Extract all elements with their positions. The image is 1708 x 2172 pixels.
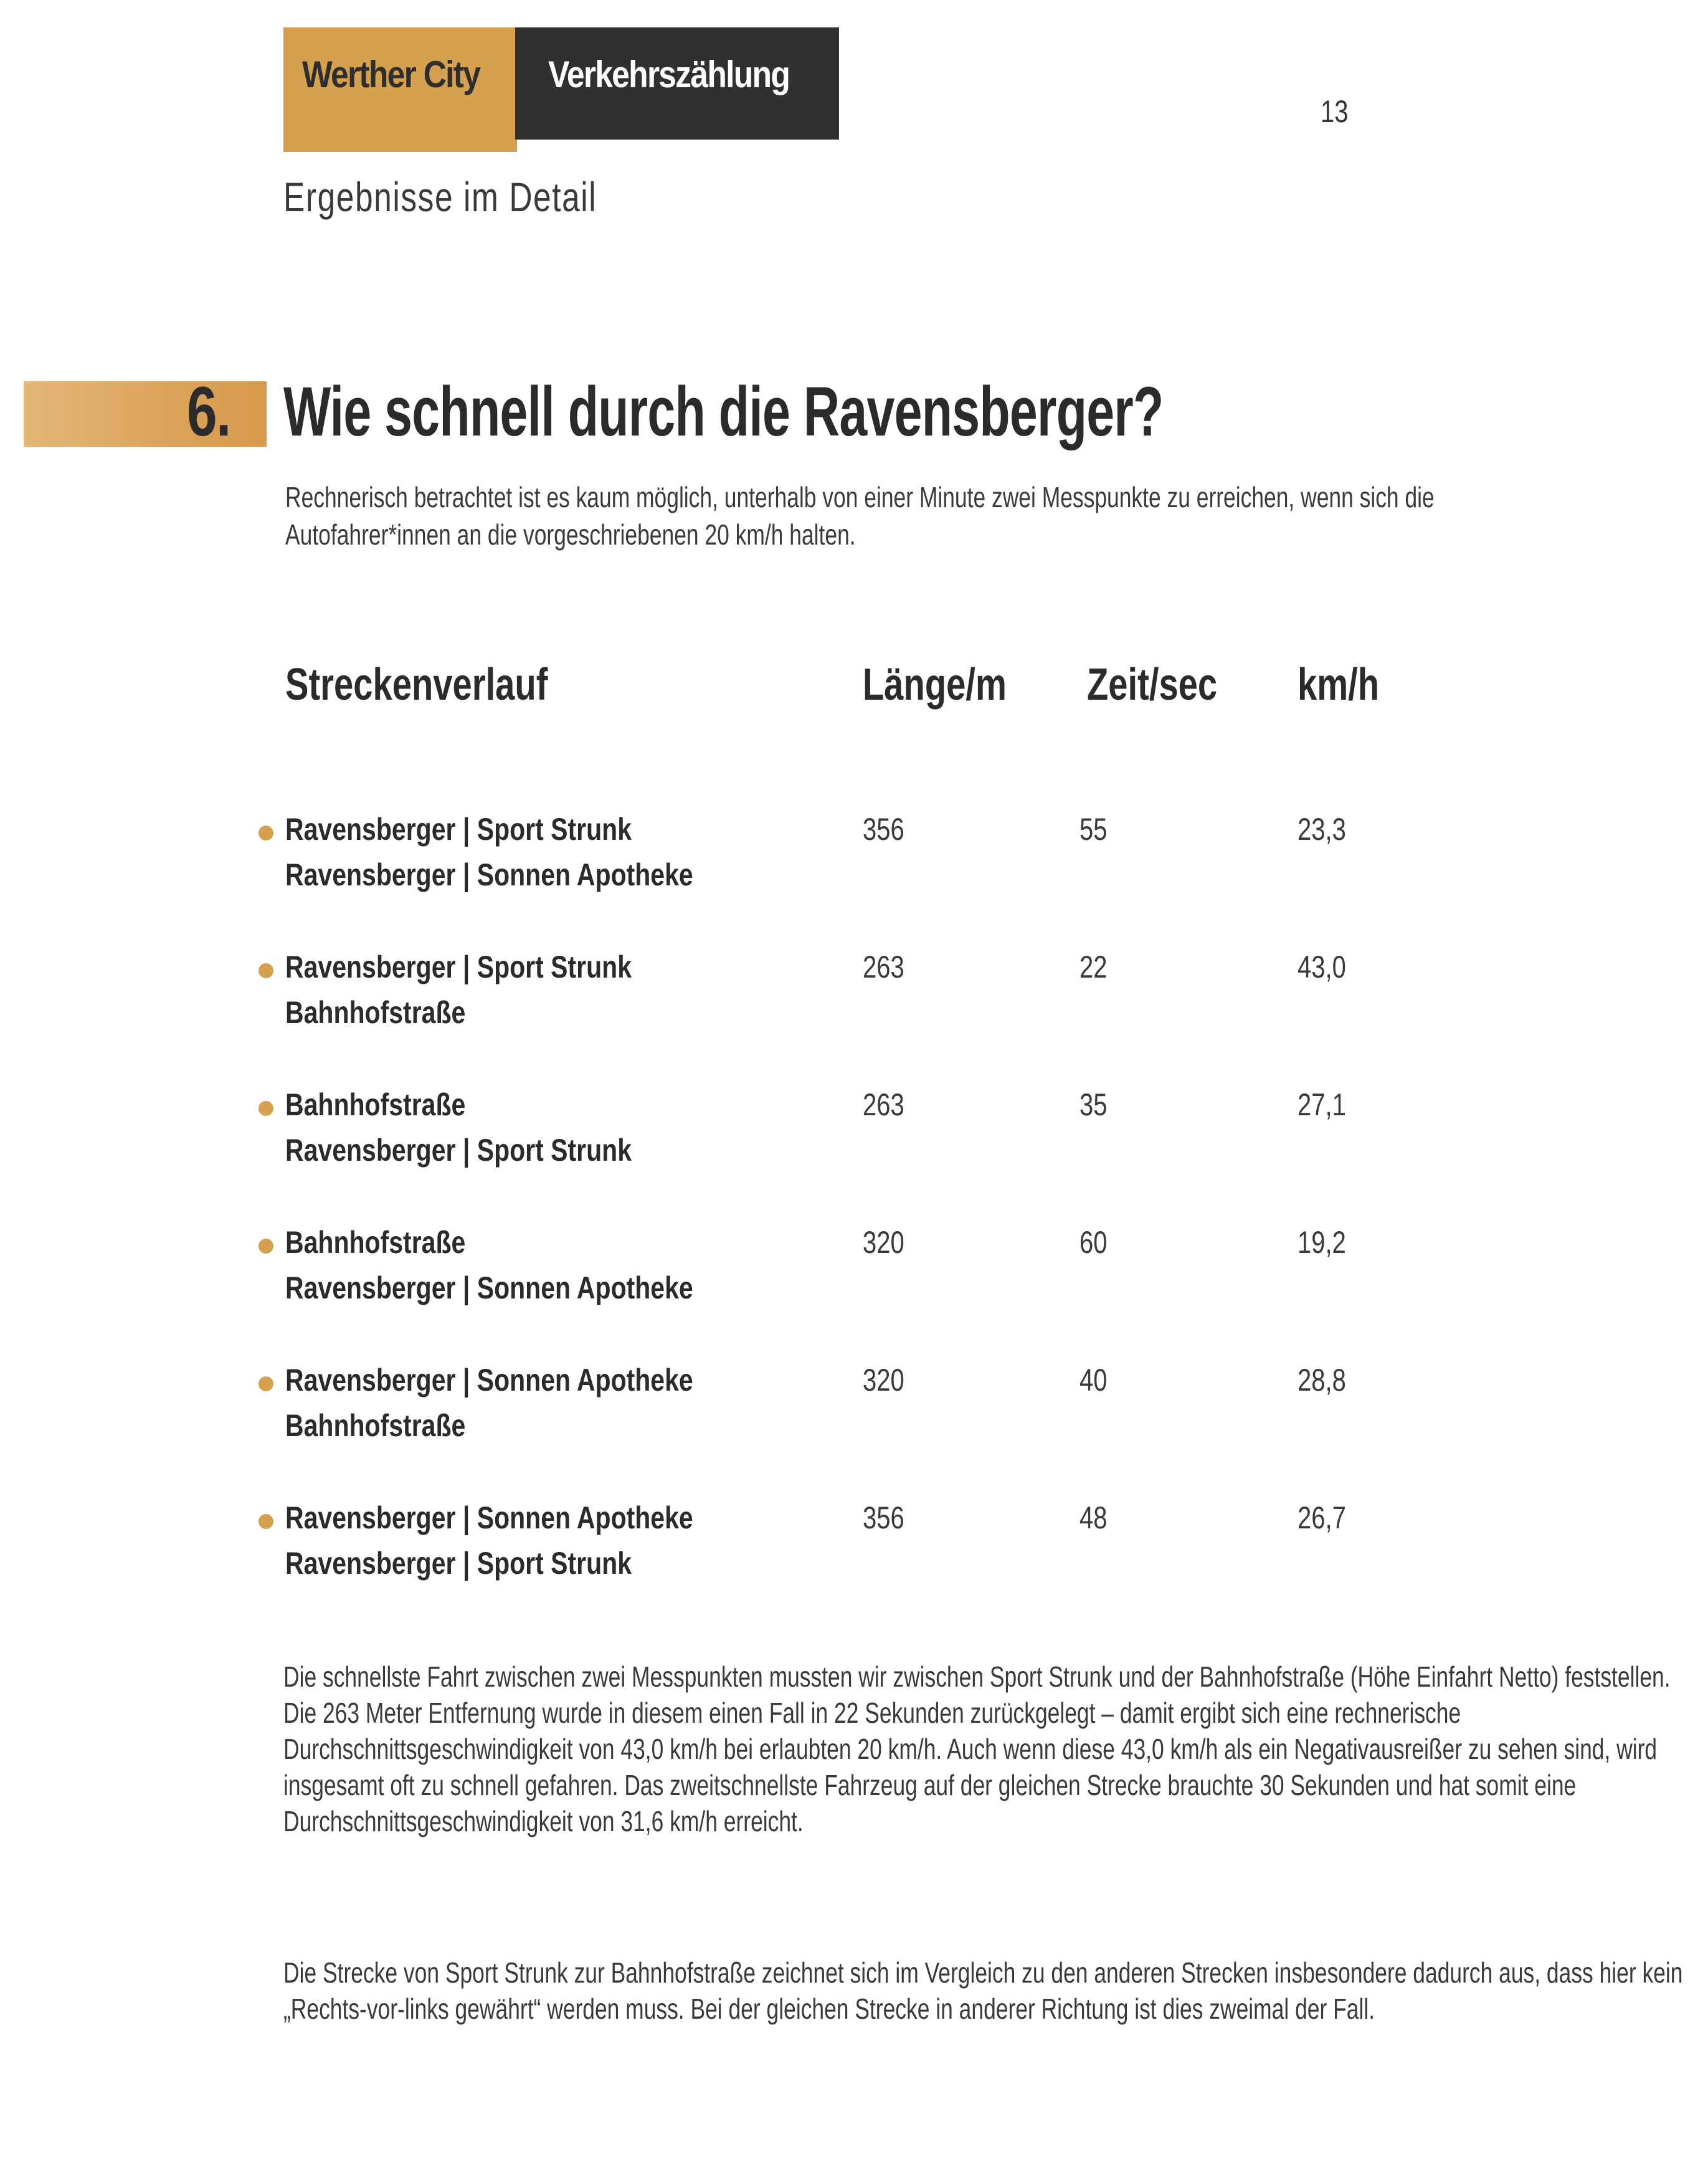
route-to: Ravensberger | Sport Strunk: [285, 1546, 632, 1581]
speed-cell: 26,7: [1298, 1500, 1346, 1535]
route-cell: [285, 945, 632, 1036]
route-to: Ravensberger | Sonnen Apotheke: [285, 1270, 693, 1305]
length-cell: 263: [863, 950, 904, 984]
time-cell: 40: [1079, 1363, 1108, 1398]
length-cell: 263: [863, 1087, 904, 1122]
speed-cell: 43,0: [1298, 950, 1346, 984]
route-from: Ravensberger | Sport Strunk: [285, 812, 632, 847]
speed-cell: 19,2: [1298, 1225, 1346, 1260]
route-cell: [285, 1358, 693, 1449]
length-cell: 320: [863, 1225, 904, 1260]
body-paragraph: Die schnellste Fahrt zwischen zwei Messpunkten mussten wir zwischen Sport Strunk und der Bahnhofstraße (Höhe Einfahrt Netto) feststellen. Die 263 Meter Entfernung wurde in diesem einen Fall in 22 Sekunden zurückgelegt – damit ergibt sich eine rechnerische Durchschnittsgeschwindigkeit von 43,0 km/h bei erlaubten 20 km/h. Auch wenn diese 43,0 km/h als ein Negativausreißer zu sehen sind, wird insgesamt oft zu schnell gefahren. Das zweitschnellste Fahrzeug auf der gleichen Strecke brauchte 30 Sekunden und hat somit eine Durchschnittsgeschwindigkeit von 31,6 km/h erreicht.: [283, 1660, 1671, 1837]
speed-cell: 28,8: [1298, 1363, 1346, 1398]
route-to: Bahnhofstraße: [285, 1408, 466, 1443]
bullet-icon: [259, 963, 273, 978]
route-from: Bahnhofstraße: [285, 1225, 466, 1260]
route-to: Bahnhofstraße: [285, 995, 466, 1030]
time-cell: 22: [1079, 950, 1108, 984]
body-paragraph: Die Strecke von Sport Strunk zur Bahnhofstraße zeichnet sich im Vergleich zu den anderen Strecken insbesondere dadurch aus, dass hier kein „Rechts-vor-links gewährt“ werden muss. Bei der gleichen Strecke in anderer Richtung ist dies zweimal der Fall.: [283, 1956, 1683, 2025]
bullet-icon: [259, 826, 273, 841]
route-from: Bahnhofstraße: [285, 1087, 466, 1122]
route-cell: [285, 807, 693, 898]
length-cell: 356: [863, 1500, 904, 1535]
speed-cell: 27,1: [1298, 1087, 1346, 1122]
route-to: Ravensberger | Sonnen Apotheke: [285, 857, 693, 892]
table-row: [0, 945, 1535, 1044]
table-header-length: Länge/m: [863, 660, 1007, 710]
table-row: [0, 1495, 1535, 1595]
bullet-icon: [259, 1376, 273, 1391]
route-from: Ravensberger | Sonnen Apotheke: [285, 1500, 693, 1535]
length-cell: 356: [863, 812, 904, 847]
route-from: Ravensberger | Sport Strunk: [285, 950, 632, 984]
bullet-icon: [259, 1239, 273, 1254]
time-cell: 48: [1079, 1500, 1108, 1535]
header-tag-right: Verkehrszählung: [548, 54, 790, 95]
table-row: [0, 807, 1535, 907]
section-title: Wie schnell durch die Ravensberger?: [283, 373, 1164, 450]
bullet-icon: [259, 1514, 273, 1529]
table-row: [0, 1082, 1535, 1182]
page-subtitle: Ergebnisse im Detail: [283, 174, 597, 220]
time-cell: 55: [1079, 812, 1108, 847]
route-from: Ravensberger | Sonnen Apotheke: [285, 1363, 693, 1398]
table-row: [0, 1220, 1535, 1320]
table-header-speed: km/h: [1298, 660, 1380, 710]
section-number: 6.: [187, 373, 230, 450]
page-number: 13: [1321, 94, 1349, 129]
table-header-route: Streckenverlauf: [285, 660, 548, 710]
length-cell: 320: [863, 1363, 904, 1398]
route-to: Ravensberger | Sport Strunk: [285, 1133, 632, 1168]
header-tag-left: Werther City: [302, 54, 480, 95]
table-row: [0, 1358, 1535, 1457]
table-header-time: Zeit/sec: [1087, 660, 1218, 710]
section-intro: Rechnerisch betrachtet ist es kaum möglich, unterhalb von einer Minute zwei Messpunkte zu erreichen, wenn sich die Autofahrer*innen an die vorgeschriebenen 20 km/h halten.: [285, 481, 1435, 551]
route-cell: [285, 1220, 693, 1311]
route-cell: [285, 1082, 632, 1173]
bullet-icon: [259, 1101, 273, 1116]
time-cell: 35: [1079, 1087, 1108, 1122]
route-cell: [285, 1495, 693, 1586]
speed-cell: 23,3: [1298, 812, 1346, 847]
time-cell: 60: [1079, 1225, 1108, 1260]
